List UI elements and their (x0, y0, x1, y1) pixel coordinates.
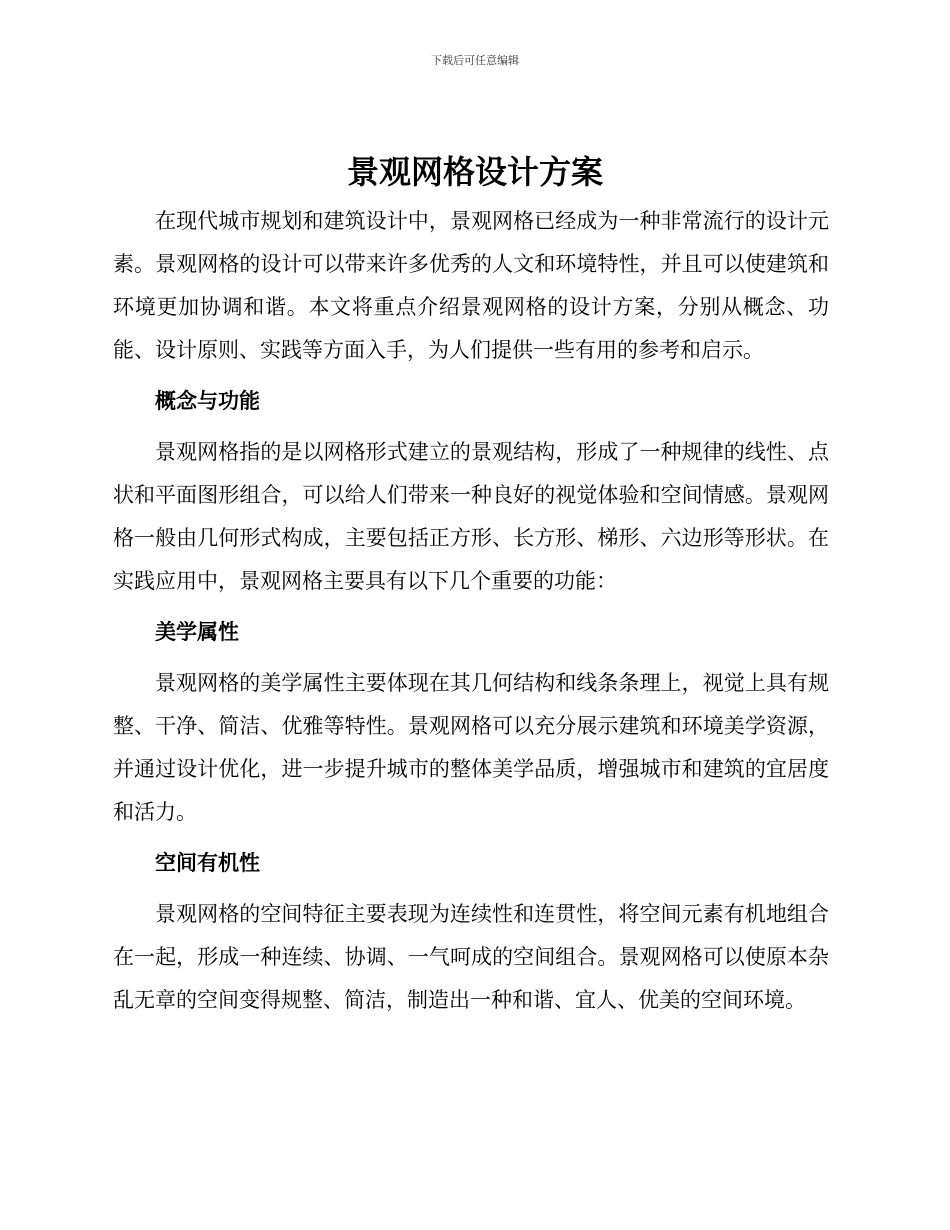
section-heading-aesthetics: 美学属性 (155, 620, 239, 644)
section-paragraph-aesthetics: 景观网格的美学属性主要体现在其几何结构和线条条理上，视觉上具有规整、干净、简洁、优雅等特性。景观网格可以充分展示建筑和环境美学资源，并通过设计优化，进一步提升城市的整体美学品质，增强城市和建筑的宜居度和活力。 (113, 671, 829, 824)
section-paragraph-concept: 景观网格指的是以网格形式建立的景观结构，形成了一种规律的线性、点状和平面图形组合，可以给人们带来一种良好的视觉体验和空间情感。景观网格一般由几何形式构成，主要包括正方形、长方形、梯形、六边形等形状。在实践应用中，景观网格主要具有以下几个重要的功能： (113, 440, 829, 593)
document-body (113, 200, 829, 1022)
document-title: 景观网格设计方案 (346, 153, 603, 191)
section-heading-spatial: 空间有机性 (155, 851, 260, 875)
intro-paragraph: 在现代城市规划和建筑设计中，景观网格已经成为一种非常流行的设计元素。景观网格的设计可以带来许多优秀的人文和环境特性，并且可以使建筑和环境更加协调和谐。本文将重点介绍景观网格的设计方案，分别从概念、功能、设计原则、实践等方面入手，为人们提供一些有用的参考和启示。 (113, 209, 829, 362)
section-paragraph-spatial: 景观网格的空间特征主要表现为连续性和连贯性，将空间元素有机地组合在一起，形成一种连续、协调、一气呵成的空间组合。景观网格可以使原本杂乱无章的空间变得规整、简洁，制造出一种和谐、宜人、优美的空间环境。 (113, 902, 829, 1012)
page-header: 下载后可任意编辑 (431, 54, 519, 67)
section-heading-concept: 概念与功能 (155, 389, 260, 413)
